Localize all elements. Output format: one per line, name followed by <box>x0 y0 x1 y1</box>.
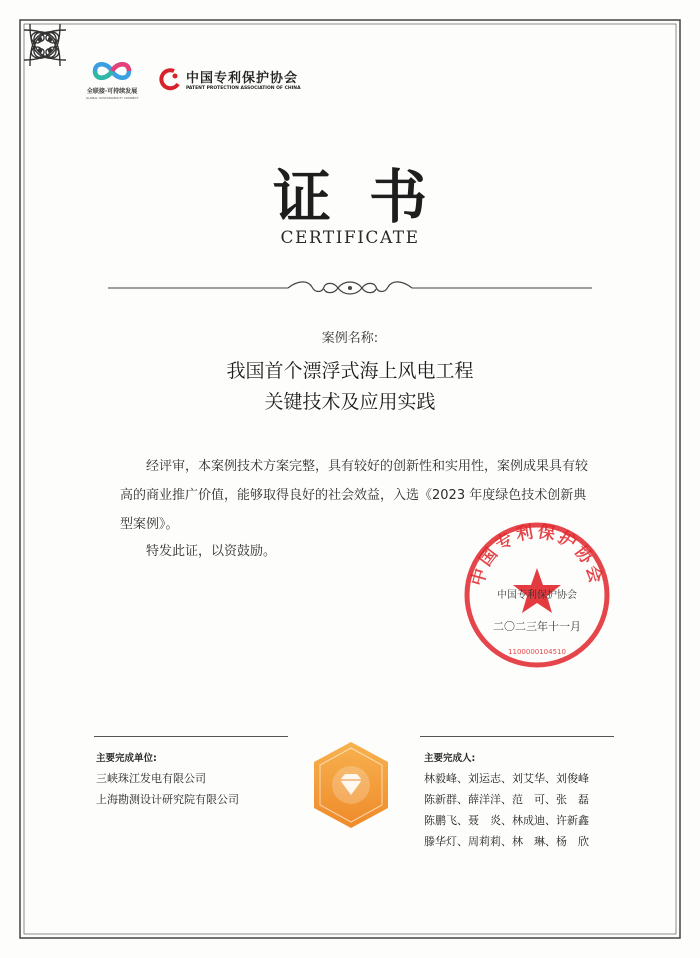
header-logos <box>86 58 301 100</box>
corner-ornament-icon <box>26 26 72 72</box>
logo-caption-cn: 全联接·可持续发展 <box>86 88 138 95</box>
persons-title: 主要完成人: <box>424 753 476 764</box>
case-name-line-1: 我国首个漂浮式海上风电工程 <box>226 360 474 382</box>
seal-arc-text: 中国专利保护协会 <box>467 521 607 589</box>
corner-ornament-icon <box>18 26 64 72</box>
global-sustainability-logo <box>86 58 138 100</box>
closing-statement: 特发此证，以资鼓励。 <box>146 544 277 559</box>
unit-item: 三峡珠江发电有限公司 <box>96 772 206 785</box>
official-seal <box>462 520 612 670</box>
seal-center-text: 中国专利保护协会 <box>497 590 577 601</box>
certificate-title-cn: 证书 <box>272 163 465 231</box>
units-title: 主要完成单位: <box>96 753 157 764</box>
persons-line: 滕华灯、周莉莉、林 琳、杨 欣 <box>424 835 589 848</box>
persons-line: 陈鹏飞、聂 炎、林成迪、许新鑫 <box>424 814 589 827</box>
certificate-title-en: CERTIFICATE <box>280 228 420 248</box>
persons-list <box>424 768 589 852</box>
seal-date-text: 二〇二三年十一月 <box>493 620 581 633</box>
units-divider <box>94 736 288 737</box>
corner-ornament-icon <box>18 18 64 64</box>
units-list <box>96 768 239 810</box>
association-logo-icon <box>158 67 182 91</box>
corner-ornament-icon <box>26 18 72 64</box>
case-name-label: 案例名称: <box>321 331 379 346</box>
case-name <box>0 356 700 418</box>
persons-line: 陈新群、薛洋洋、范 可、张 磊 <box>424 793 589 806</box>
org-name-cn: 中国专利保护协会 <box>186 71 299 86</box>
persons-line: 林毅峰、刘运志、刘艾华、刘俊峰 <box>424 772 589 785</box>
certificate-body-text: 经评审，本案例技术方案完整，具有较好的创新性和实用性，案例成果具有较高的商业推广价值，能够取得良好的社会效益，入选《2023 年度绿色技术创新典型案例》。 <box>120 459 589 532</box>
unit-item: 上海勘测设计研究院有限公司 <box>96 793 239 806</box>
infinity-logo-icon <box>89 58 135 84</box>
persons-divider <box>420 736 614 737</box>
association-logo <box>158 67 301 91</box>
logo-caption-en: GLOBAL SUSTAINABILITY CONNECT <box>86 96 139 100</box>
diamond-badge-icon <box>310 740 392 830</box>
case-name-line-2: 关键技术及应用实践 <box>264 391 436 413</box>
org-name-en: PATENT PROTECTION ASSOCIATION OF CHINA <box>186 86 301 91</box>
seal-code-text: 1100000104510 <box>508 648 566 656</box>
ornamental-divider <box>108 278 592 298</box>
